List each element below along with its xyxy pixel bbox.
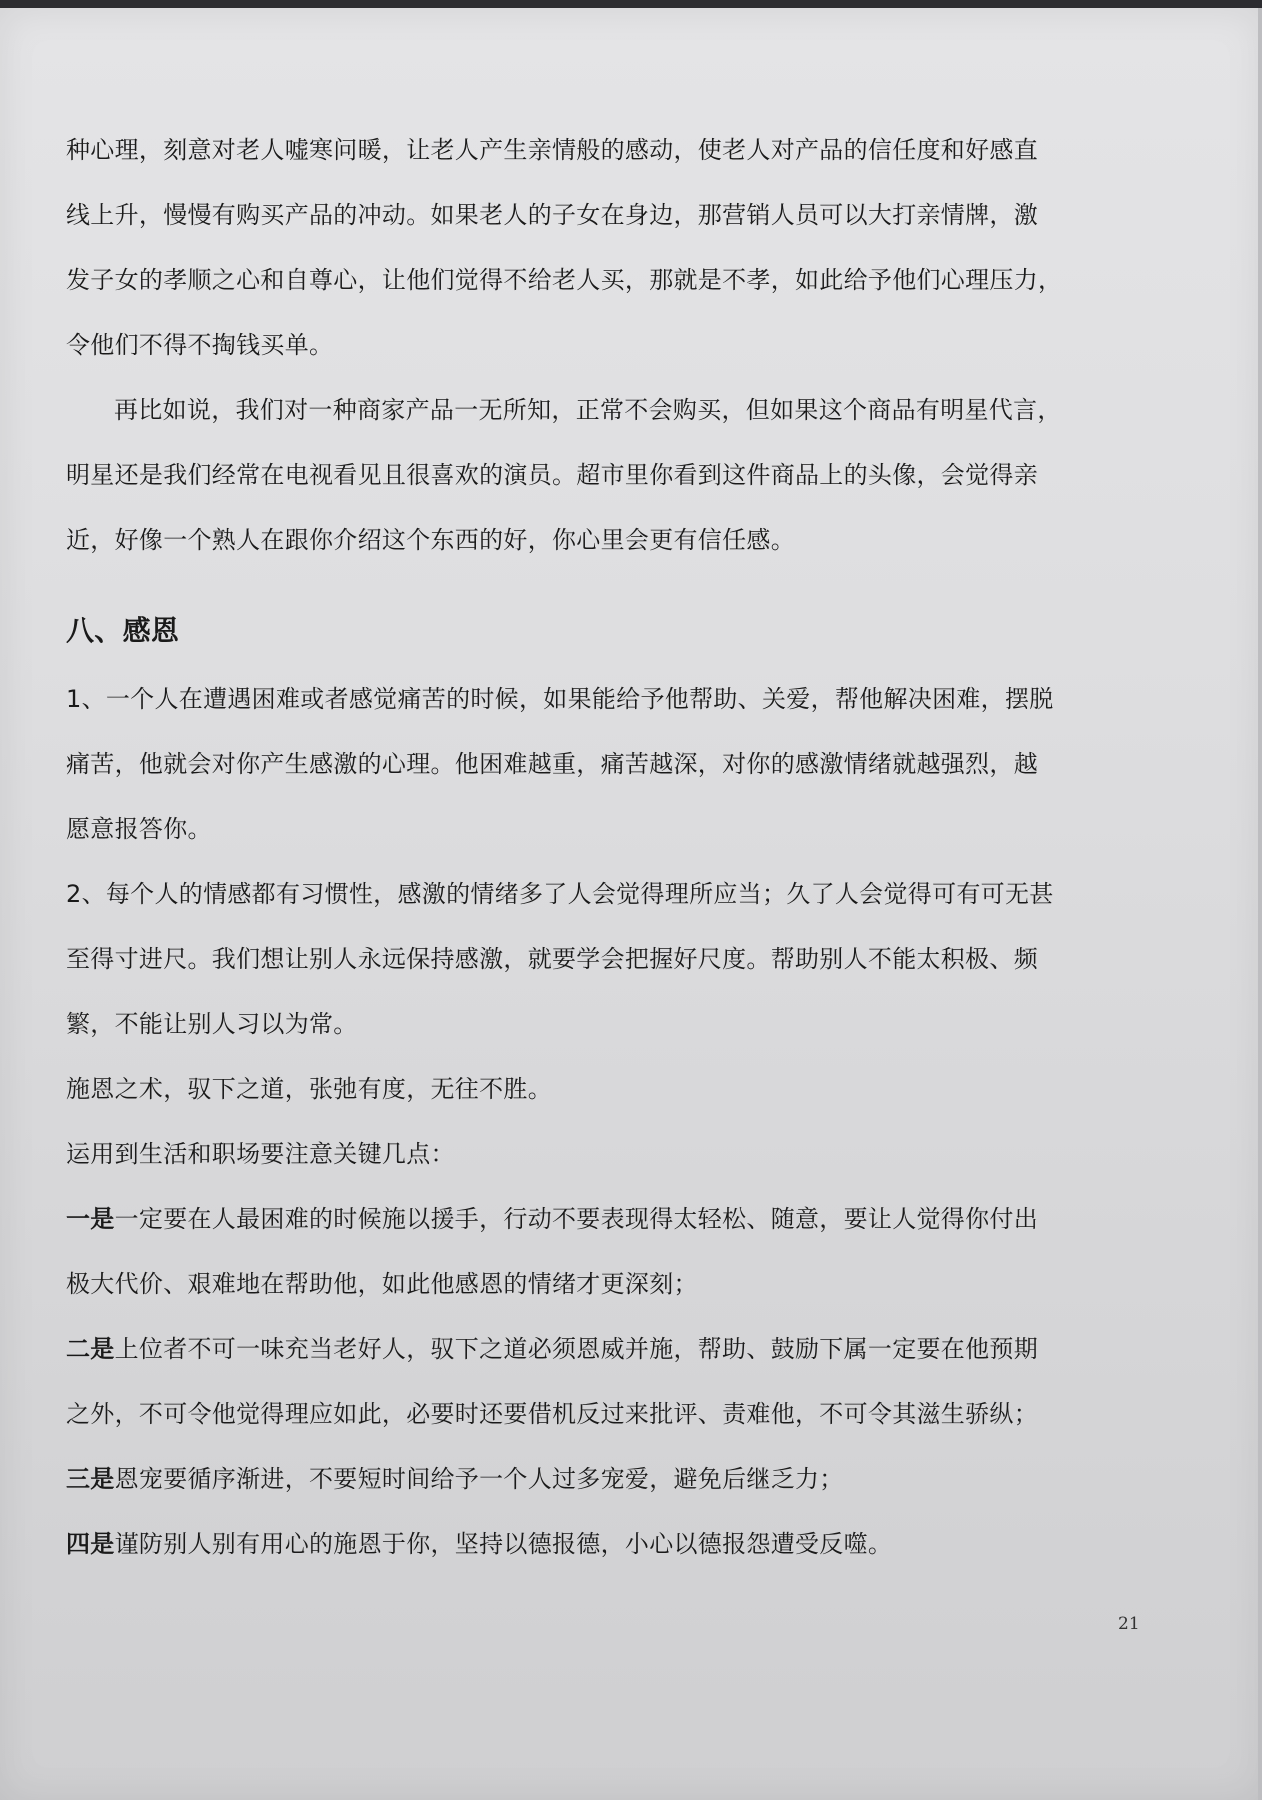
text-line: 1、一个人在遭遇困难或者感觉痛苦的时候，如果能给予他帮助、关爱，帮他解决困难，摆脱 — [66, 685, 1054, 713]
page-body — [66, 118, 1148, 1577]
text-line — [66, 1447, 1148, 1512]
text-line: 之外，不可令他觉得理应如此，必要时还要借机反过来批评、责难他，不可令其滋生骄纵； — [66, 1400, 1038, 1428]
key-point-four — [66, 1512, 1148, 1577]
page-number: 21 — [1118, 1614, 1140, 1634]
text-line — [66, 1512, 1148, 1577]
text-line: 极大代价、艰难地在帮助他，如此他感恩的情绪才更深刻； — [66, 1270, 698, 1298]
text-line: 线上升，慢慢有购买产品的冲动。如果老人的子女在身边，那营销人员可以大打亲情牌，激 — [66, 201, 1038, 229]
text-line: 愿意报答你。 — [66, 815, 212, 843]
point-text: 上位者不可一味充当老好人，驭下之道必须恩威并施，帮助、鼓励下属一定要在他预期 — [114, 1335, 1039, 1363]
paragraph-continuation — [66, 118, 1148, 378]
point-text: 谨防别人别有用心的施恩于你，坚持以德报德，小心以德报怨遭受反噬。 — [114, 1530, 893, 1558]
text-line: 近，好像一个熟人在跟你介绍这个东西的好，你心里会更有信任感。 — [66, 526, 795, 554]
point-label: 二是 — [66, 1335, 115, 1363]
point-label: 四是 — [66, 1530, 115, 1558]
text-line: 2、每个人的情感都有习惯性，感激的情绪多了人会觉得理所应当；久了人会觉得可有可无甚 — [66, 880, 1054, 908]
text-line: 令他们不得不掏钱买单。 — [66, 331, 334, 359]
item-1 — [66, 667, 1148, 862]
text-line: 再比如说，我们对一种商家产品一无所知，正常不会购买，但如果这个商品有明星代言， — [114, 396, 1062, 424]
text-line: 繁，不能让别人习以为常。 — [66, 1010, 358, 1038]
text-line: 痛苦，他就会对你产生感激的心理。他困难越重，痛苦越深，对你的感激情绪就越强烈，越 — [66, 750, 1038, 778]
section-heading: 八、感恩 — [66, 614, 180, 647]
key-point-one — [66, 1187, 1148, 1317]
point-label: 一是 — [66, 1205, 115, 1233]
intro-text: 运用到生活和职场要注意关键几点： — [66, 1140, 455, 1168]
point-text: 一定要在人最困难的时候施以援手，行动不要表现得太轻松、随意，要让人觉得你付出 — [114, 1205, 1039, 1233]
point-text: 恩宠要循序渐进，不要短时间给予一个人过多宠爱，避免后继乏力； — [114, 1465, 844, 1493]
page-edge — [1258, 8, 1262, 1800]
text-line: 发子女的孝顺之心和自尊心，让他们觉得不给老人买，那就是不孝，如此给予他们心理压力， — [66, 266, 1063, 294]
point-label: 三是 — [66, 1465, 115, 1493]
text-line — [66, 1317, 1148, 1382]
text-line: 至得寸进尺。我们想让别人永远保持感激，就要学会把握好尺度。帮助别人不能太积极、频 — [66, 945, 1038, 973]
key-point-three — [66, 1447, 1148, 1512]
text-line: 种心理，刻意对老人嘘寒问暖，让老人产生亲情般的感动，使老人对产品的信任度和好感直 — [66, 136, 1038, 164]
paragraph-example — [66, 378, 1148, 573]
text-line: 明星还是我们经常在电视看见且很喜欢的演员。超市里你看到这件商品上的头像，会觉得亲 — [66, 461, 1038, 489]
key-point-two — [66, 1317, 1148, 1447]
motto: 施恩之术，驭下之道，张弛有度，无往不胜。 — [66, 1075, 552, 1103]
text-line — [66, 1187, 1148, 1252]
item-2 — [66, 862, 1148, 1057]
